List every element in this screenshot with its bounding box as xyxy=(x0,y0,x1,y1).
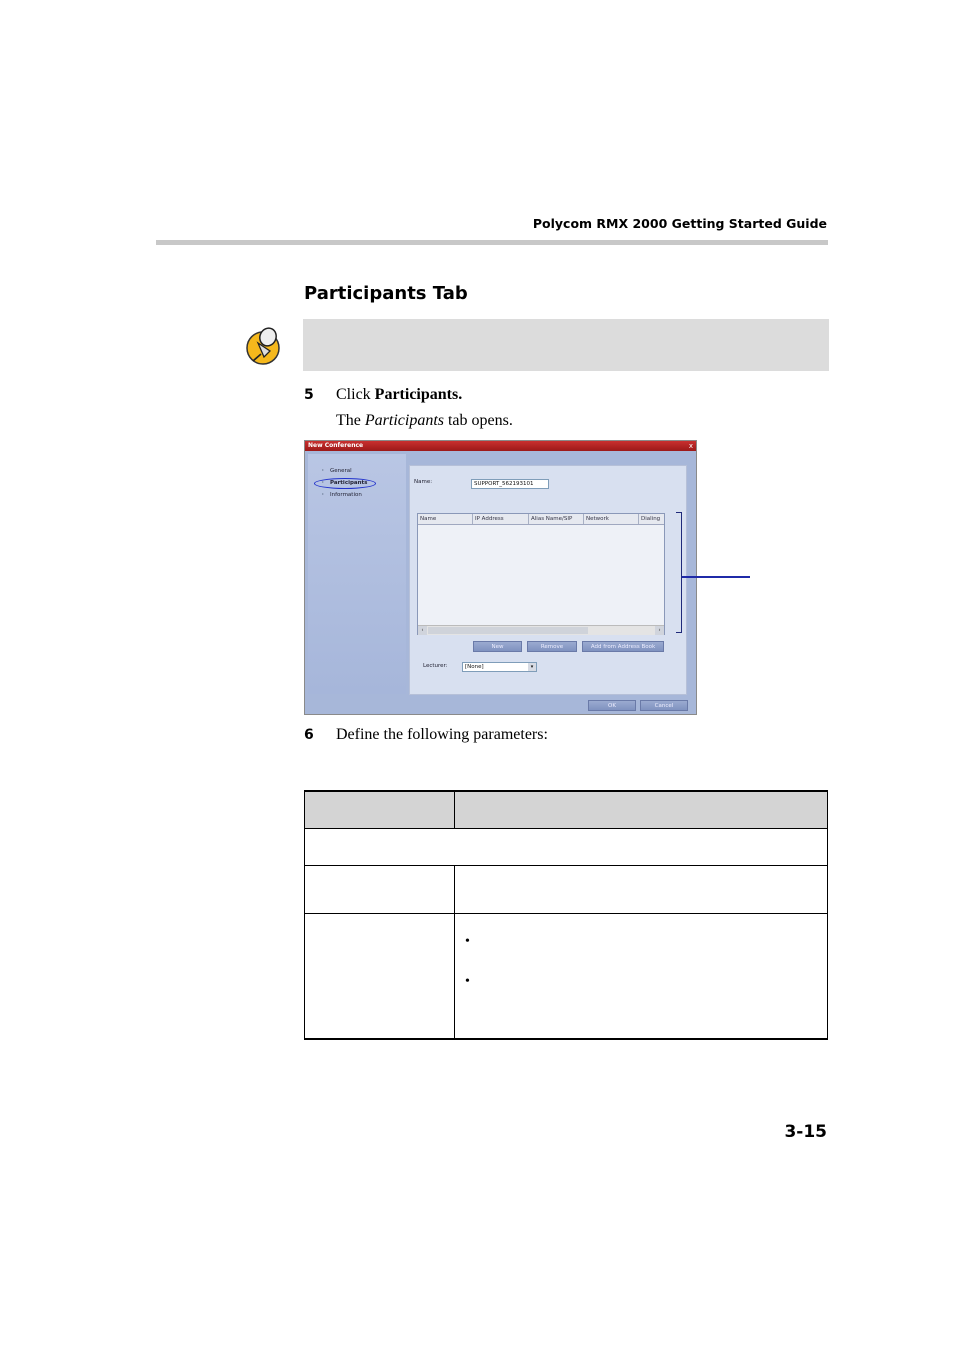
step-instruction: Define the following parameters: xyxy=(336,726,548,743)
table-header-cell xyxy=(305,791,455,829)
table-row xyxy=(305,914,828,1040)
table-section-row xyxy=(305,829,828,866)
lecturer-label: Lecturer: xyxy=(423,663,448,669)
result-suffix: tab opens. xyxy=(443,412,513,429)
step-bold-term: Participants. xyxy=(374,386,463,403)
result-italic-term: Participants xyxy=(364,412,444,429)
step-number: 5 xyxy=(304,387,314,403)
close-icon[interactable]: x xyxy=(688,442,693,450)
scrollbar-thumb[interactable] xyxy=(428,627,588,634)
step-number: 6 xyxy=(304,727,314,743)
grid-header xyxy=(418,514,664,525)
name-input[interactable]: SUPPORT_562193101 xyxy=(471,479,549,489)
lecturer-value: [None] xyxy=(465,664,484,670)
new-button[interactable]: New xyxy=(473,641,522,652)
chevron-down-icon[interactable]: ▾ xyxy=(528,663,536,671)
running-header: Polycom RMX 2000 Getting Started Guide xyxy=(532,216,827,231)
participants-highlight-ellipse xyxy=(314,478,376,489)
note-pushpin-icon xyxy=(244,323,284,367)
add-from-address-book-button[interactable]: Add from Address Book xyxy=(582,641,664,652)
ok-button[interactable]: OK xyxy=(588,700,636,711)
chevron-right-icon: › xyxy=(322,492,324,497)
step-result xyxy=(336,412,513,430)
column-header-ip-address[interactable]: IP Address xyxy=(473,514,529,524)
table-header-cell xyxy=(455,791,828,829)
parameters-table xyxy=(304,790,828,1040)
scroll-right-icon[interactable]: › xyxy=(655,626,664,635)
cancel-button[interactable]: Cancel xyxy=(640,700,688,711)
dialog-title: New Conference xyxy=(308,442,364,449)
result-prefix: The xyxy=(336,412,365,429)
table-cell xyxy=(455,866,828,914)
lecturer-select[interactable] xyxy=(462,662,537,672)
remove-button[interactable]: Remove xyxy=(527,641,577,652)
header-rule xyxy=(156,240,828,245)
step-instruction xyxy=(336,386,462,404)
grid-callout-bracket xyxy=(676,512,682,633)
horizontal-scrollbar[interactable] xyxy=(418,625,664,635)
dialog-nav-pane xyxy=(308,454,406,694)
nav-item-general[interactable]: General xyxy=(330,468,352,474)
note-box xyxy=(303,319,829,371)
dialog-titlebar xyxy=(305,441,696,451)
participants-grid[interactable] xyxy=(417,513,665,635)
grid-callout-line xyxy=(682,576,750,578)
column-header-network[interactable]: Network xyxy=(584,514,639,524)
page-number: 3-15 xyxy=(784,1122,827,1142)
column-header-alias-name[interactable]: Alias Name/SIP xyxy=(529,514,584,524)
column-header-dialing[interactable]: Dialing xyxy=(641,516,661,522)
table-header-row xyxy=(305,791,828,829)
column-header-name[interactable]: Name xyxy=(418,514,473,524)
step-text: Click xyxy=(336,386,375,403)
bullet-icon: • xyxy=(465,974,470,989)
new-conference-dialog xyxy=(304,440,697,715)
section-title: Participants Tab xyxy=(304,283,468,304)
table-cell xyxy=(305,914,455,1040)
nav-item-information[interactable]: Information xyxy=(330,492,362,498)
nav-item-participants[interactable]: Participants xyxy=(330,480,368,486)
chevron-right-icon: › xyxy=(322,480,324,485)
table-cell xyxy=(455,914,828,1040)
table-row xyxy=(305,829,828,866)
table-cell xyxy=(305,866,455,914)
table-row xyxy=(305,866,828,914)
chevron-right-icon: › xyxy=(322,468,324,473)
scroll-left-icon[interactable]: ‹ xyxy=(418,626,427,635)
name-label: Name: xyxy=(414,479,433,485)
bullet-icon: • xyxy=(465,934,470,949)
